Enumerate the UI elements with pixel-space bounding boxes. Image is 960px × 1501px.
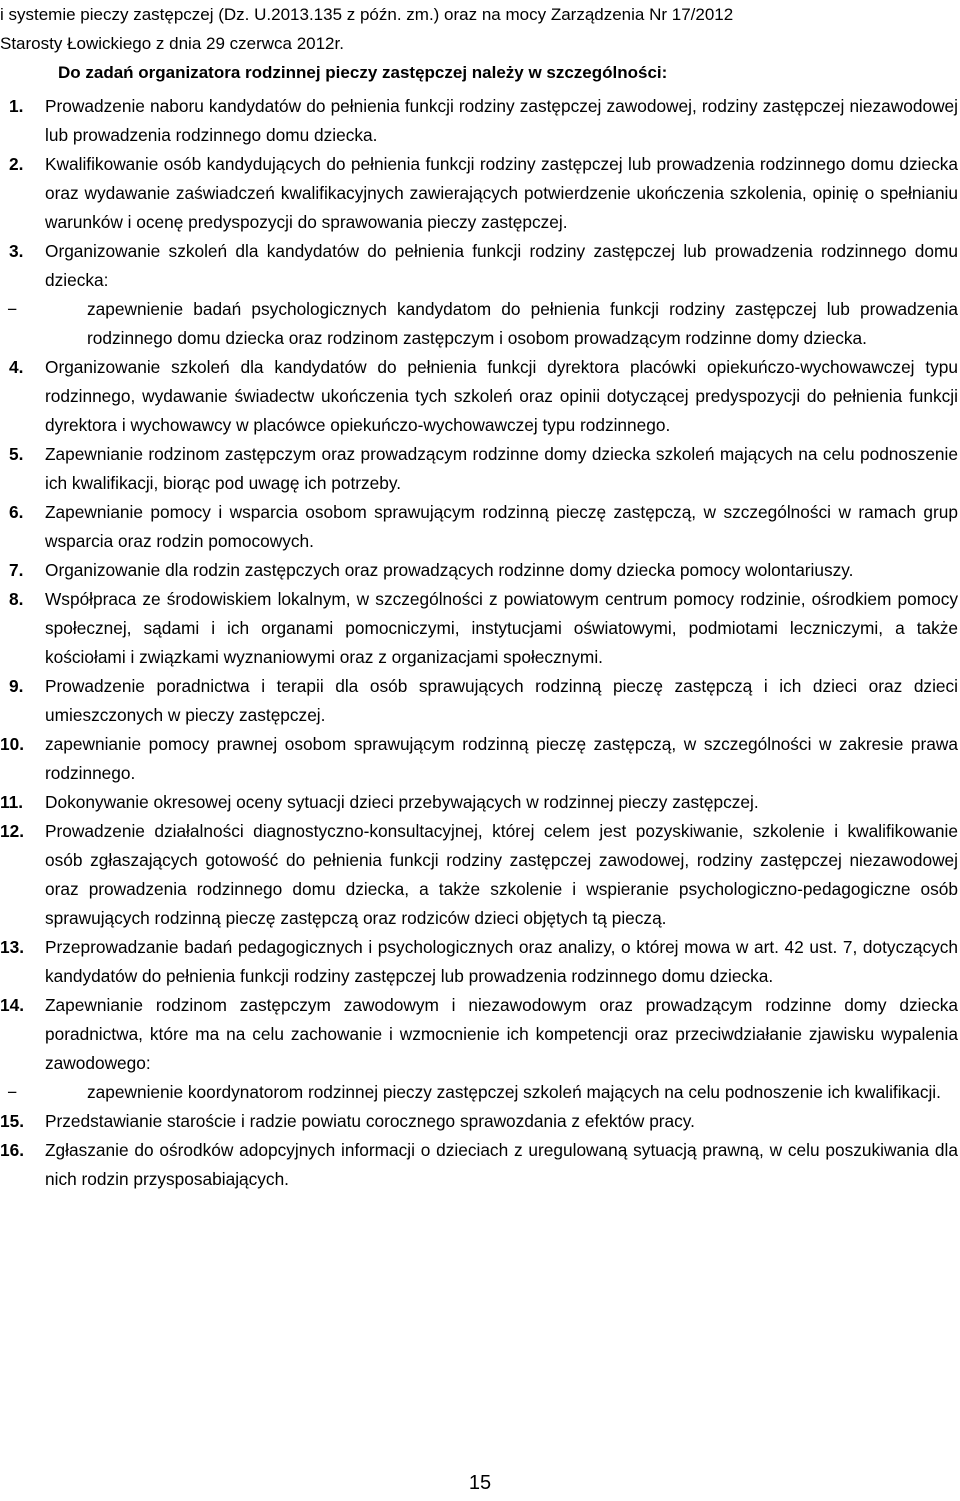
item-text: Organizowanie szkoleń dla kandydatów do pełnienia funkcji dyrektora placówki opiekuńczo-wychowawczej typu rodzinnego, wydawanie świadectw ukończenia tych szkoleń oraz opinii dotyczącej predyspozycji do pełnienia funkcji dyrektora i wychowawcy w placówce opiekuńczo-wychowawczej typu rodzinnego. [45,357,958,435]
list-item [0,92,958,150]
item-text: zapewnianie pomocy prawnej osobom sprawującym rodzinną pieczę zastępczą, w szczególności w zakresie prawa rodzinnego. [45,734,958,783]
page-number: 15 [468,1472,492,1494]
item-number: 7. [9,560,24,580]
item-text: Zapewnianie rodzinom zastępczym oraz prowadzącym rodzinne domy dziecka szkoleń mających na celu podnoszenie ich kwalifikacji, biorąc pod uwagę ich potrzeby. [45,444,958,493]
list-item [0,991,958,1107]
task-list [0,92,958,1194]
item-text: Prowadzenie działalności diagnostyczno-konsultacyjnej, której celem jest pozyskiwanie, szkolenie i kwalifikowanie osób zgłaszających gotowość do pełnienia funkcji rodziny zastępczej zawodowej, rodziny zastępczej niezawodowej oraz prowadzenia rodzinnego domu dziecka, a także szkolenie i wspieranie psychologiczno-pedagogiczne osób sprawujących rodzinną pieczę zastępczą oraz rodziców dzieci objętych tą pieczą. [45,821,958,928]
item-text: Organizowanie szkoleń dla kandydatów do pełnienia funkcji rodziny zastępczej lub prowadzenia rodzinnego domu dziecka: [45,241,958,290]
intro-line: Starosty Łowickiego z dnia 29 czerwca 2012r. [0,34,344,53]
item-number: 14. [0,995,25,1015]
dash-bullet: − [7,1082,18,1102]
intro-line: i systemie pieczy zastępczej (Dz. U.2013.135 z późn. zm.) oraz na mocy Zarządzenia Nr 17/2012 [0,5,734,24]
item-number: 1. [9,96,24,116]
item-number: 16. [0,1140,25,1160]
item-text: Dokonywanie okresowej oceny sytuacji dzieci przebywających w rodzinnej pieczy zastępczej. [45,792,759,812]
item-text: Kwalifikowanie osób kandydujących do pełnienia funkcji rodziny zastępczej lub prowadzenia rodzinnego domu dziecka oraz wydawanie zaświadczeń kwalifikacyjnych zawierających potwierdzenie ukończenia szkolenia, opinię o spełnianiu warunków i ocenę predyspozycji do sprawowania pieczy zastępczej. [45,154,958,232]
item-number: 15. [0,1111,25,1131]
intro-paragraph [0,0,958,58]
list-item [0,672,958,730]
item-number: 9. [9,676,24,696]
sub-item-text: zapewnienie koordynatorom rodzinnej pieczy zastępczej szkoleń mających na celu podnoszenie ich kwalifikacji. [87,1082,941,1102]
item-number: 11. [0,792,24,812]
item-text: Zapewnianie rodzinom zastępczym zawodowym i niezawodowym oraz prowadzącym rodzinne domy dziecka poradnictwa, które ma na celu zachowanie i wzmocnienie ich kompetencji oraz przeciwdziałanie zjawisku wypalenia zawodowego: [45,995,958,1073]
item-number: 10. [0,734,25,754]
dash-bullet: − [7,299,18,319]
section-heading: Do zadań organizatora rodzinnej pieczy zastępczej należy w szczególności: [58,63,668,82]
sub-item-text: zapewnienie badań psychologicznych kandydatom do pełnienia funkcji rodziny zastępczej lub prowadzenia rodzinnego domu dziecka oraz rodzinom zastępczym i osobom prowadzącym rodzinne domy dziecka. [87,299,958,348]
list-item [0,150,958,237]
list-item [0,353,958,440]
item-number: 5. [9,444,24,464]
item-text: Zapewnianie pomocy i wsparcia osobom sprawującym rodzinną pieczę zastępczą, w szczególności w ramach grup wsparcia oraz rodzin pomocowych. [45,502,958,551]
item-text: Prowadzenie naboru kandydatów do pełnienia funkcji rodziny zastępczej zawodowej, rodziny zastępczej niezawodowej lub prowadzenia rodzinnego domu dziecka. [45,96,958,145]
item-text: Zgłaszanie do ośrodków adopcyjnych informacji o dzieciach z uregulowaną sytuacją prawną, w celu poszukiwania dla nich rodzin przysposabiających. [45,1140,958,1189]
list-item [0,1107,958,1136]
list-item [0,440,958,498]
sub-item [7,295,958,353]
list-item [0,1136,958,1194]
item-text: Współpraca ze środowiskiem lokalnym, w szczególności z powiatowym centrum pomocy rodzinie, ośrodkiem pomocy społecznej, sądami i ich organami pomocniczymi, instytucjami oświatowymi, podmiotami leczniczymi, a także kościołami i związkami wyznaniowymi oraz z organizacjami społecznymi. [45,589,958,667]
item-number: 3. [9,241,24,261]
item-text: Przeprowadzanie badań pedagogicznych i psychologicznych oraz analizy, o której mowa w art. 42 ust. 7, dotyczących kandydatów do pełnienia funkcji rodziny zastępczej lub prowadzenia rodzinnego domu dziecka. [45,937,958,986]
list-item [0,585,958,672]
list-item [0,788,958,817]
item-number: 6. [9,502,24,522]
list-item [0,817,958,933]
list-item [0,237,958,353]
item-text: Prowadzenie poradnictwa i terapii dla osób sprawujących rodzinną pieczę zastępczą i ich dzieci oraz dzieci umieszczonych w pieczy zastępczej. [45,676,958,725]
item-number: 8. [9,589,24,609]
sub-item [7,1078,958,1107]
list-item [0,556,958,585]
item-text: Organizowanie dla rodzin zastępczych oraz prowadzących rodzinne domy dziecka pomocy wolontariuszy. [45,560,854,580]
item-number: 13. [0,937,25,957]
item-text: Przedstawianie staroście i radzie powiatu corocznego sprawozdania z efektów pracy. [45,1111,695,1131]
item-number: 4. [9,357,24,377]
item-number: 12. [0,821,25,841]
list-item [0,730,958,788]
item-number: 2. [9,154,24,174]
list-item [0,498,958,556]
list-item [0,933,958,991]
